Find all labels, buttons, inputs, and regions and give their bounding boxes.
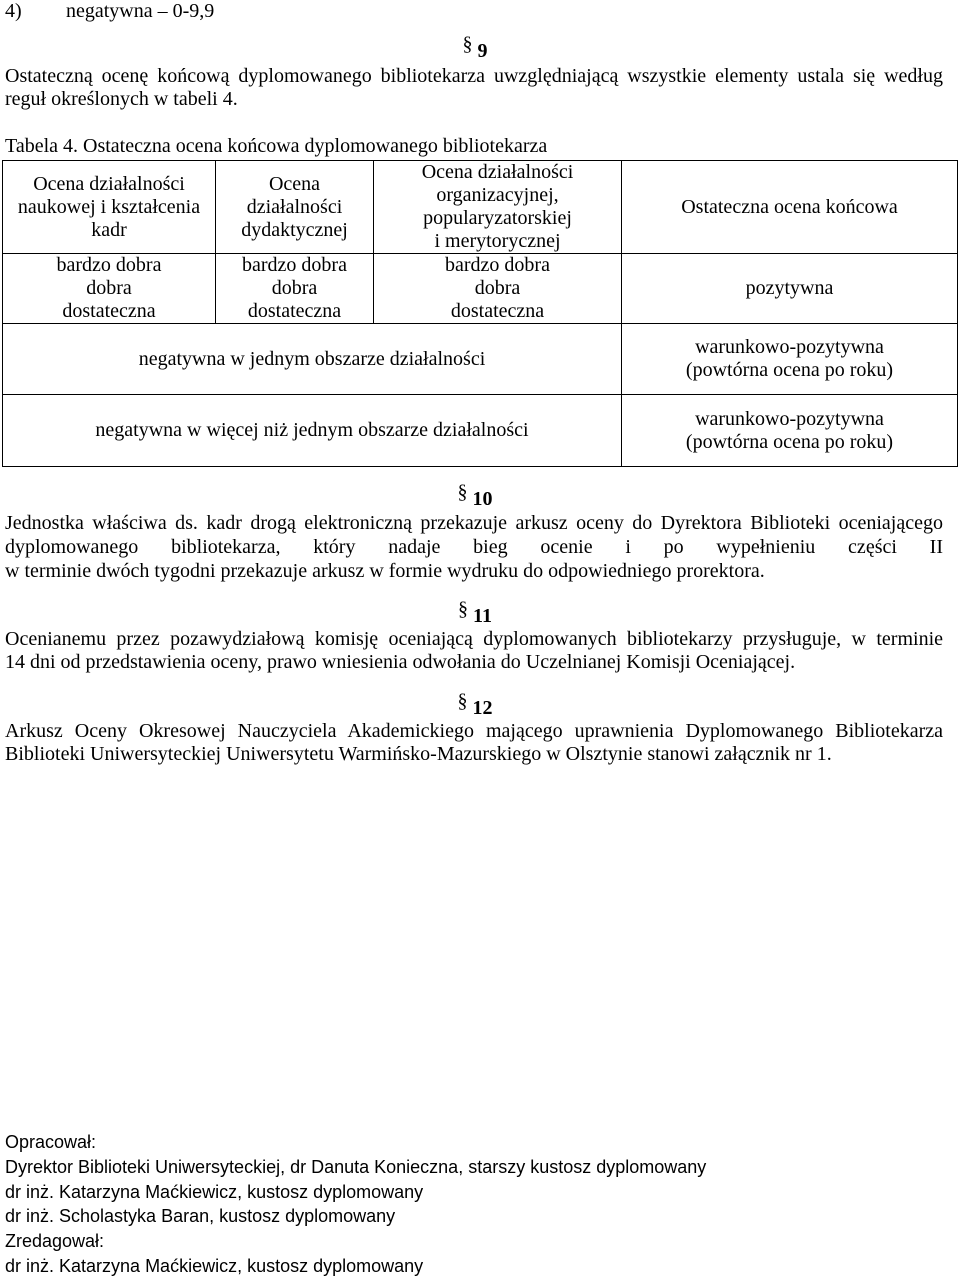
section-11-paragraph (5, 628, 943, 674)
header-line: Ocena (268, 172, 321, 195)
paragraph-line: Biblioteki Uniwersyteckiej Uniwersytetu Warmińsko-Mazurskiego w Olsztynie stanowi załącznik nr 1. (5, 743, 832, 765)
editor-line: dr inż. Katarzyna Maćkiewicz, kustosz dyplomowany (5, 1255, 424, 1276)
cell-line: dostateczna (450, 300, 545, 322)
table-caption: Tabela 4. Ostateczna ocena końcowa dyplomowanego bibliotekarza (5, 135, 548, 157)
table-cell (374, 254, 622, 324)
section-10-paragraph (5, 511, 943, 583)
section-sign: § (457, 481, 468, 503)
cell-line: pozytywna (745, 277, 834, 299)
paragraph-line: w terminie dwóch tygodni przekazuje arkusz w formie wydruku do odpowiedniego prorektora. (5, 560, 765, 582)
section-number: 9 (477, 40, 488, 62)
section-sign: § (462, 33, 473, 55)
header-line: naukowej i kształcenia (17, 195, 201, 218)
section-12-heading (5, 690, 945, 720)
header-line: organizacyjnej, (436, 184, 559, 206)
cell-line: dobra (86, 277, 132, 299)
cell-line: dobra (474, 277, 521, 299)
table-row (3, 254, 958, 324)
cell-line: dostateczna (62, 300, 156, 322)
section-11-heading (5, 598, 945, 628)
cell-line: (powtórna ocena po roku) (685, 430, 894, 453)
prepared-by-label: Opracował: (5, 1132, 97, 1152)
cell-line: negatywna w więcej niż jednym obszarze działalności (95, 419, 529, 441)
section-sign: § (458, 598, 469, 620)
header-line: dydaktycznej (241, 218, 348, 241)
paragraph-line: Ostateczną ocenę końcową dyplomowanego bibliotekarza uwzględniającą wszystkie elementy ustala się według (5, 65, 943, 87)
author-line: Dyrektor Biblioteki Uniwersyteckiej, dr Danuta Konieczna, starszy kustosz dyplomowany (5, 1156, 707, 1177)
table-header-row (3, 161, 958, 254)
cell-line: bardzo dobra (242, 254, 347, 276)
header-scientific-activity (3, 161, 216, 254)
cell-line: (powtórna ocena po roku) (685, 359, 894, 381)
section-10-heading (5, 481, 945, 511)
final-grade-table-wrapper (2, 160, 957, 467)
cell-line: warunkowo-pozytywna (695, 336, 884, 358)
section-number: 12 (472, 697, 493, 719)
final-grade-table (2, 160, 958, 467)
section-9-paragraph (5, 65, 943, 111)
cell-line: dobra (271, 277, 318, 299)
table-cell-condition (3, 395, 622, 467)
section-sign: § (457, 690, 468, 712)
table-cell (216, 254, 374, 324)
section-12-paragraph (5, 720, 943, 766)
table-cell-result (622, 254, 958, 324)
cell-line: dostateczna (247, 300, 342, 322)
cell-line: bardzo dobra (56, 254, 162, 276)
table-row (3, 395, 958, 467)
table-cell-result (622, 324, 958, 395)
paragraph-line: Jednostka właściwa ds. kadr drogą elektroniczną przekazuje arkusz oceny do Dyrektora Biblioteki oceniającego (5, 512, 943, 534)
table-cell (3, 254, 216, 324)
paragraph-line: Ocenianemu przez pozawydziałową komisję oceniającą dyplomowanych bibliotekarzy przysługuje, w terminie (5, 628, 943, 650)
section-9-heading (5, 33, 945, 63)
author-line: dr inż. Katarzyna Maćkiewicz, kustosz dyplomowany (5, 1181, 424, 1202)
section-number: 11 (473, 605, 492, 627)
cell-line: warunkowo-pozytywna (695, 407, 884, 430)
edited-by-label: Zredagował: (5, 1231, 105, 1252)
header-line: Ostateczna ocena końcowa (681, 195, 898, 218)
table-row (3, 324, 958, 395)
table-cell-result (622, 395, 958, 467)
header-final-grade (622, 161, 958, 254)
document-credits (5, 1130, 706, 1279)
header-line: i merytorycznej (434, 230, 561, 252)
header-organizational-activity (374, 161, 622, 254)
author-line: dr inż. Scholastyka Baran, kustosz dyplomowany (5, 1206, 396, 1227)
paragraph-line: Arkusz Oceny Okresowej Nauczyciela Akademickiego mającego uprawnienia Dyplomowanego Bibliotekarza (5, 720, 943, 742)
header-line: Ocena działalności (421, 161, 574, 183)
paragraph-line: reguł określonych w tabeli 4. (5, 88, 238, 110)
cell-line: negatywna w jednym obszarze działalności (138, 347, 486, 370)
paragraph-line: 14 dni od przedstawienia oceny, prawo wniesienia odwołania do Uczelnianej Komisji Oceniającej. (5, 651, 796, 673)
paragraph-line: dyplomowanego bibliotekarza, który nadaje bieg ocenie i po wypełnieniu części II (5, 536, 943, 558)
table-cell-condition (3, 324, 622, 395)
section-number: 10 (472, 488, 493, 510)
header-line: działalności (246, 195, 343, 218)
list-item-text: negatywna – 0-9,9 (66, 0, 215, 22)
cell-line: bardzo dobra (445, 254, 550, 276)
list-item-number: 4) (5, 0, 22, 22)
header-line: Ocena działalności (33, 172, 185, 195)
header-line: kadr (91, 218, 127, 241)
header-didactic-activity (216, 161, 374, 254)
header-line: popularyzatorskiej (423, 207, 572, 229)
